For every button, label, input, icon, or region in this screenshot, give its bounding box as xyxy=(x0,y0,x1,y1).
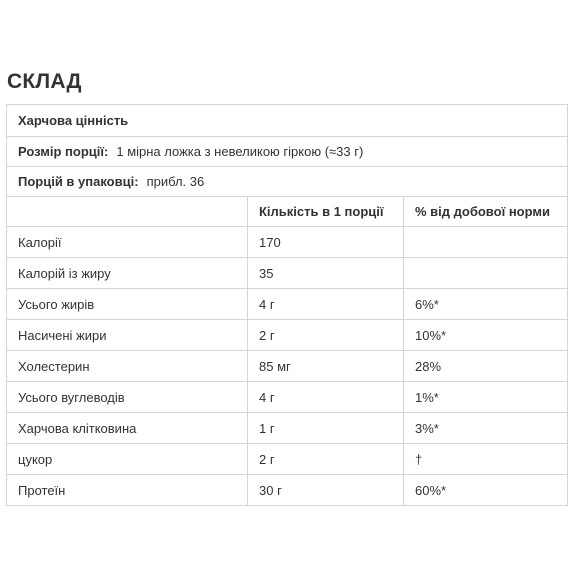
nutrient-name: Насичені жири xyxy=(7,320,248,351)
nutrient-name: Калорій із жиру xyxy=(7,258,248,289)
nutrient-amount: 4 г xyxy=(248,289,404,320)
nutrient-grid xyxy=(7,197,567,506)
nutrient-daily-value xyxy=(404,258,567,289)
nutrient-name: Холестерин xyxy=(7,351,248,382)
nutrient-amount: 35 xyxy=(248,258,404,289)
nutrient-daily-value: 28% xyxy=(404,351,567,382)
nutrient-daily-value: 1%* xyxy=(404,382,567,413)
nutrient-name: Харчова клітковина xyxy=(7,413,248,444)
nutrient-amount: 4 г xyxy=(248,382,404,413)
nutrient-daily-value: 6%* xyxy=(404,289,567,320)
nutrient-amount: 170 xyxy=(248,227,404,258)
nutrient-name: Протеїн xyxy=(7,475,248,506)
serving-size-value: 1 мірна ложка з невеликою гіркою (≈33 г) xyxy=(116,144,364,159)
servings-per-container-label: Порцій в упаковці: xyxy=(18,174,139,189)
nutrient-amount: 2 г xyxy=(248,320,404,351)
nutrient-amount: 85 мг xyxy=(248,351,404,382)
nutrition-title-row xyxy=(7,105,567,137)
column-header-nutrient xyxy=(7,197,248,227)
nutrient-name: Калорії xyxy=(7,227,248,258)
nutrient-daily-value: † xyxy=(404,444,567,475)
nutrient-daily-value: 60%* xyxy=(404,475,567,506)
nutrition-table xyxy=(6,104,568,506)
servings-per-container-row xyxy=(7,167,567,197)
column-header-amount: Кількість в 1 порції xyxy=(248,197,404,227)
servings-per-container-value: прибл. 36 xyxy=(146,174,205,189)
nutrient-daily-value: 10%* xyxy=(404,320,567,351)
nutrient-amount: 2 г xyxy=(248,444,404,475)
nutrient-name: Усього вуглеводів xyxy=(7,382,248,413)
nutrient-amount: 30 г xyxy=(248,475,404,506)
nutrient-amount: 1 г xyxy=(248,413,404,444)
nutrient-daily-value: 3%* xyxy=(404,413,567,444)
nutrient-name: Усього жирів xyxy=(7,289,248,320)
serving-size-row xyxy=(7,137,567,167)
section-heading: СКЛАД xyxy=(7,70,82,93)
column-header-daily-value: % від добової норми xyxy=(404,197,567,227)
nutrient-daily-value xyxy=(404,227,567,258)
nutrient-name: цукор xyxy=(7,444,248,475)
serving-size-label: Розмір порції: xyxy=(18,144,109,159)
nutrition-title: Харчова цінність xyxy=(18,113,129,128)
